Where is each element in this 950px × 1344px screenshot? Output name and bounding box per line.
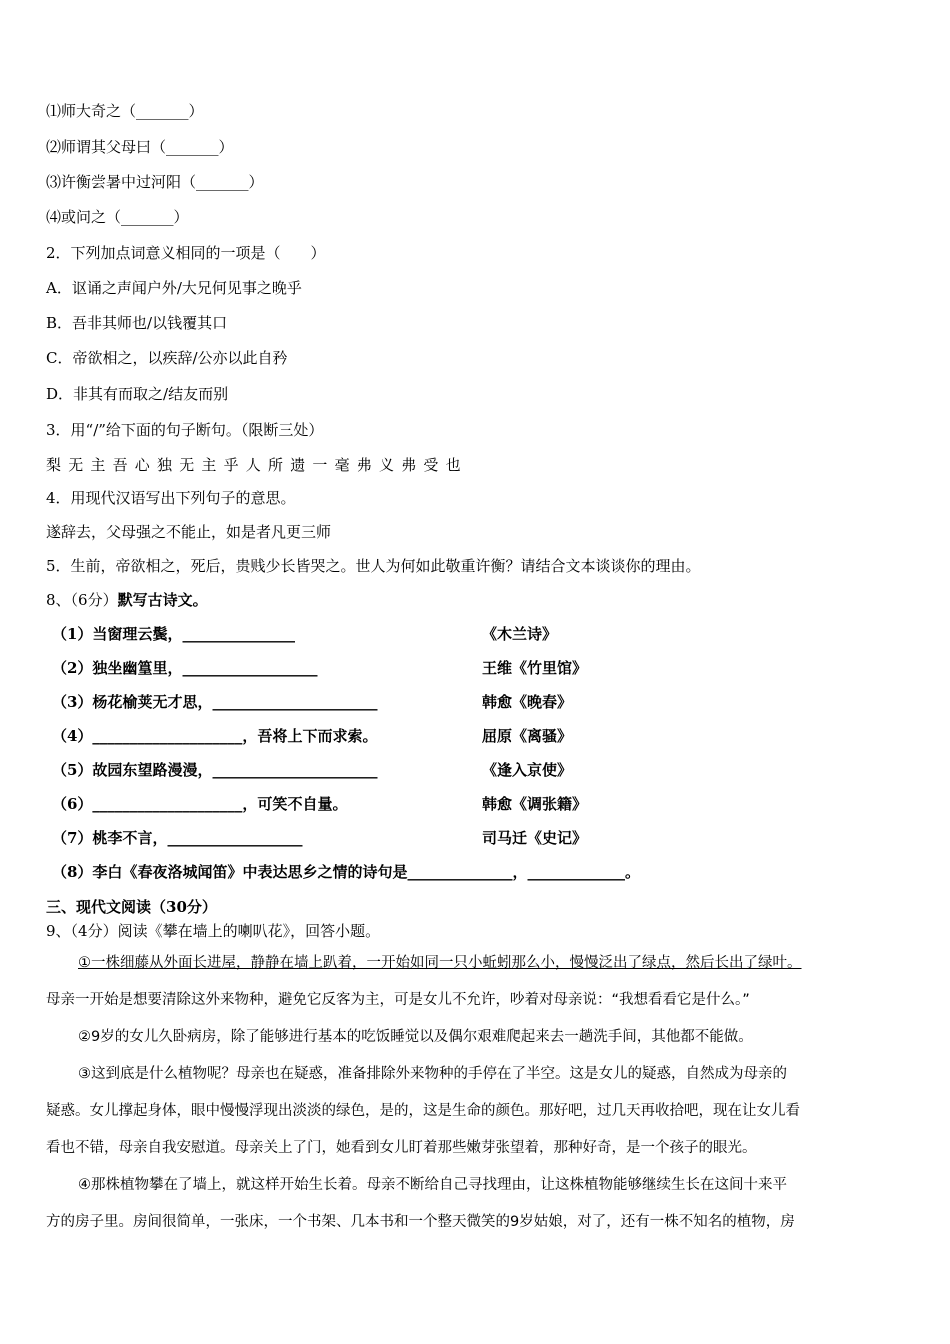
q8-source-4: 屈原《离骚》: [482, 727, 573, 745]
passage-p3-line-3: 看也不错，母亲自我安慰道。母亲关上了门，她看到女儿盯着那些嫩芽张望着，那种好奇，是一个孩子的眼光。: [46, 1140, 757, 1156]
q2-option-c: C．帝欲相之，以疾辞/公亦以此自矜: [46, 349, 288, 367]
q8-title-prefix: 8、（6分）: [46, 591, 118, 609]
q8-title-text: 默写古诗文。: [117, 591, 208, 609]
passage-p2: ②9岁的女儿久卧病房，除了能够进行基本的吃饭睡觉以及偶尔艰难爬起来去一趟洗手间，其他都不能做。: [78, 1029, 753, 1045]
q1-sub-1: ⑴师大奇之（_______）: [46, 102, 204, 120]
passage-p4-line-1: ④那株植物攀在了墙上，就这样开始生长着。母亲不断给自己寻找理由，让这株植物能够继续生长在这间十来平: [78, 1177, 787, 1193]
q1-sub-3: ⑶许衡尝暑中过河阳（_______）: [46, 173, 264, 191]
passage: [46, 945, 908, 1241]
q3-sentence: 梨无主吾心独无主乎人所遗一毫弗义弗受也: [46, 456, 468, 474]
q8-line-4: （4）____________________，吾将上下而求索。: [52, 727, 378, 745]
passage-p3-line-1: ③这到底是什么植物呢？母亲也在疑惑，准备排除外来物种的手停在了半空。这是女儿的疑惑，自然成为母亲的: [78, 1066, 787, 1082]
q8-line-5: （5）故园东望路漫漫，______________________: [52, 761, 378, 779]
q2-option-a: A．讴诵之声闻户外/大兄何见事之晚乎: [46, 279, 302, 297]
q2-option-d: D．非其有而取之/结友而别: [46, 385, 229, 403]
q8-line-3: （3）杨花榆荚无才思，______________________: [52, 693, 378, 711]
q8-source-5: 《逢入京使》: [482, 761, 573, 779]
q8-line-6: （6）____________________，可笑不自量。: [52, 795, 348, 813]
q9-stem: 9、（4分）阅读《攀在墙上的喇叭花》，回答小题。: [46, 922, 381, 940]
q4-stem: 4．用现代汉语写出下列句子的意思。: [46, 489, 296, 507]
q2-option-b: B．吾非其师也/以钱覆其口: [46, 314, 228, 332]
passage-p3-line-2: 疑惑。女儿撑起身体，眼中慢慢浮现出淡淡的绿色，是的，这是生命的颜色。那好吧，过几天再收拾吧，现在让女儿看: [46, 1103, 800, 1119]
q8-source-2: 王维《竹里馆》: [482, 659, 588, 677]
q3-stem: 3．用“/”给下面的句子断句。（限断三处）: [46, 421, 324, 439]
q8-line-2: （2）独坐幽篁里，__________________: [52, 659, 318, 677]
passage-p1-underlined: ①一株细藤从外面长进屋，静静在墙上趴着，一开始如同一只小蚯蚓那么小，慢慢泛出了绿点，然后长出了绿叶。: [78, 955, 802, 971]
q8-source-3: 韩愈《晚春》: [482, 693, 573, 711]
q2-stem: 2．下列加点词意义相同的一项是（ ）: [46, 244, 326, 262]
q8-line-1: （1）当窗理云鬓，_______________: [52, 625, 295, 643]
q8-source-6: 韩愈《调张籍》: [482, 795, 588, 813]
q8-source-1: 《木兰诗》: [482, 625, 558, 643]
q1-sub-4: ⑷或问之（_______）: [46, 208, 189, 226]
q8-title: [46, 590, 208, 610]
q5-stem: 5．生前，帝欲相之，死后，贵贱少长皆哭之。世人为何如此敬重许衡？请结合文本谈谈你的理由。: [46, 557, 701, 575]
passage-p4-line-2: 方的房子里。房间很简单，一张床，一个书架、几本书和一个整天微笑的9岁姑娘，对了，还有一株不知名的植物，房: [46, 1214, 795, 1230]
q1-sub-2: ⑵师谓其父母曰（_______）: [46, 138, 234, 156]
q8-source-7: 司马迁《史记》: [482, 829, 588, 847]
q8-line-7: （7）桃李不言，__________________: [52, 829, 303, 847]
passage-p1-rest: 母亲一开始是想要清除这外来物种，避免它反客为主，可是女儿不允许，吵着对母亲说：“我想看看它是什么。”: [46, 992, 750, 1008]
q8-line-8: （8）李白《春夜洛城闻笛》中表达思乡之情的诗句是______________，_____________。: [52, 863, 640, 881]
section-3-title: 三、现代文阅读（30分）: [46, 898, 217, 916]
q4-sentence: 遂辞去，父母强之不能止，如是者凡更三师: [46, 523, 332, 541]
